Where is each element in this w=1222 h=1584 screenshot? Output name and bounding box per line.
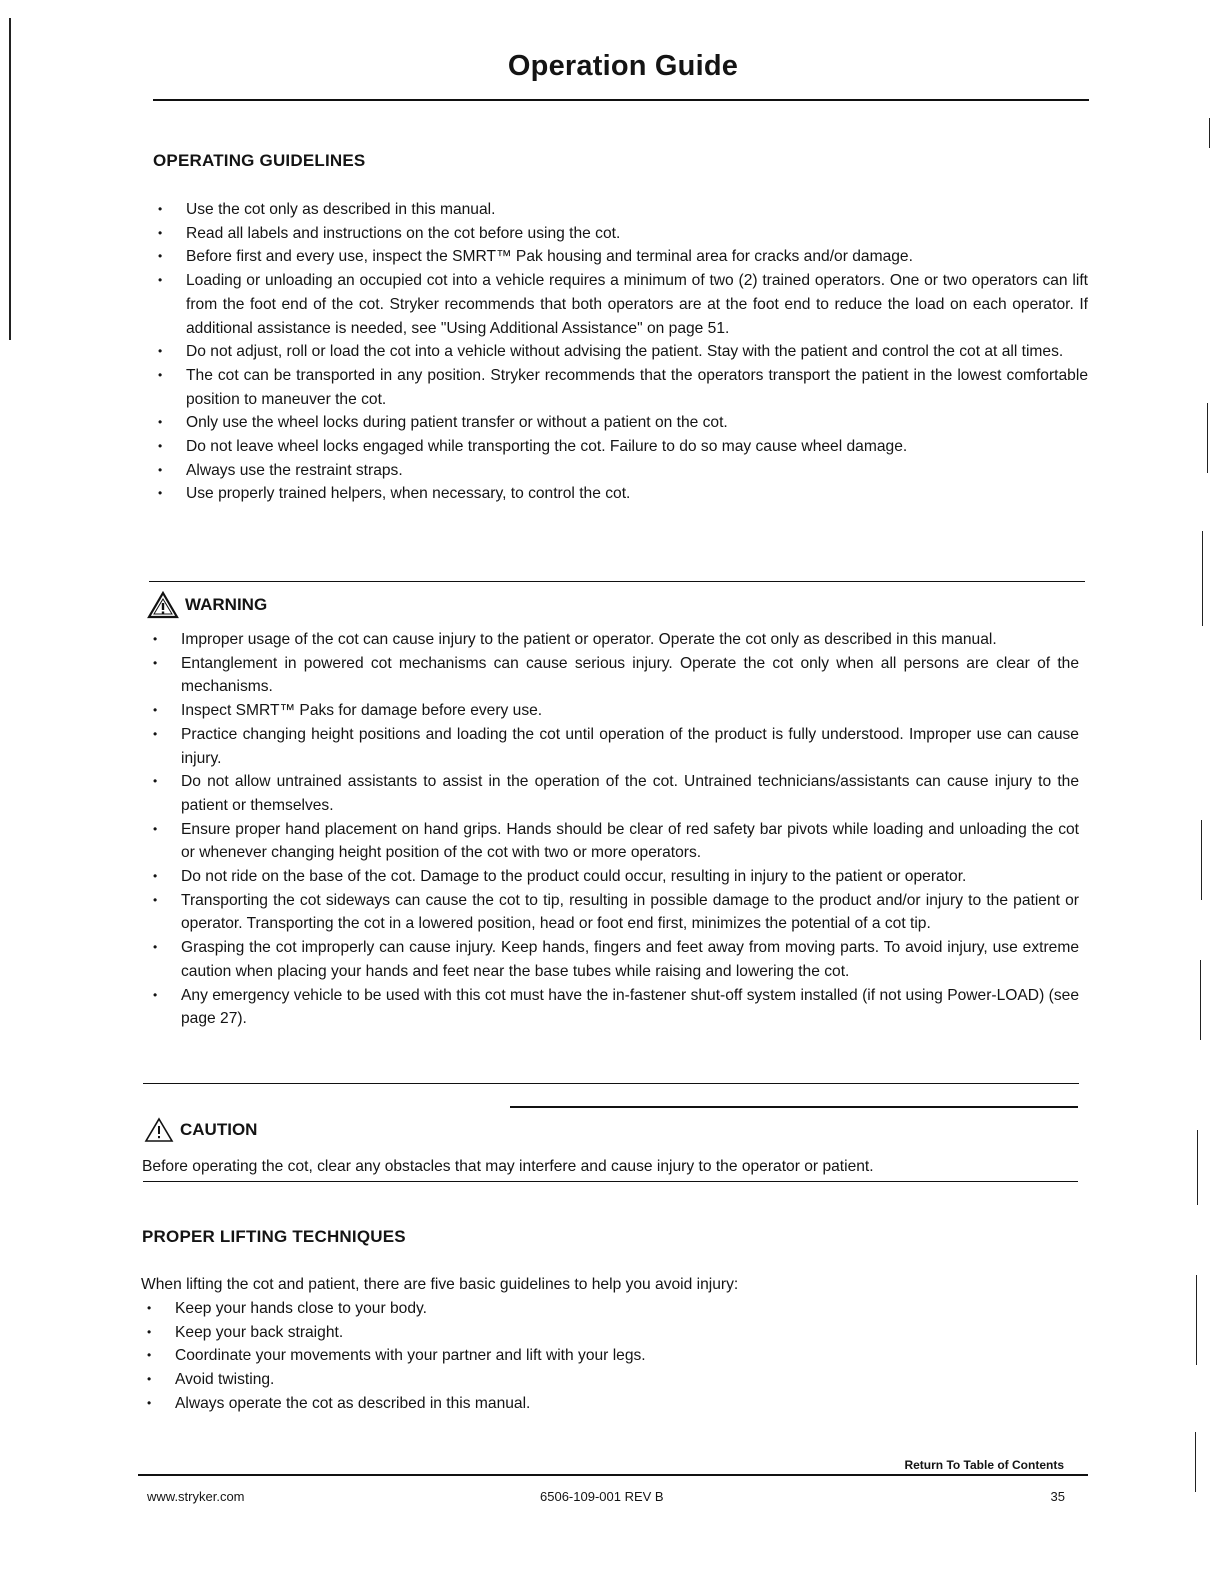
list-item: • The cot can be transported in any position. Stryker recommends that the operators transport the patient in the lowest comfortable position to maneuver the cot. <box>186 364 1088 411</box>
list-item: • Do not allow untrained assistants to assist in the operation of the cot. Untrained technicians/assistants can cause injury to the patient or themselves. <box>181 770 1079 817</box>
list-item: • Grasping the cot improperly can cause injury. Keep hands, fingers and feet away from moving parts. To avoid injury, use extreme caution when placing your hands and feet near the base tubes while raising and lowering the cot. <box>181 936 1079 983</box>
list-item: • Improper usage of the cot can cause injury to the patient or operator. Operate the cot only as described in this manual. <box>181 628 1079 652</box>
list-item: • Coordinate your movements with your partner and lift with your legs. <box>175 1344 1075 1368</box>
list-item: • Use the cot only as described in this manual. <box>186 198 1088 222</box>
list-item: • Do not adjust, roll or load the cot into a vehicle without advising the patient. Stay with the patient and control the cot at all times. <box>186 340 1088 364</box>
list-item: • Any emergency vehicle to be used with this cot must have the in-fastener shut-off system installed (if not using Power-LOAD) (see page 27). <box>181 984 1079 1031</box>
list-item: • Use properly trained helpers, when necessary, to control the cot. <box>186 482 1088 506</box>
warning-triangle-icon <box>147 591 179 619</box>
operating-guidelines-list <box>186 198 1088 506</box>
warning-list <box>181 628 1079 1031</box>
caution-text: Before operating the cot, clear any obstacles that may interfere and cause injury to the operator or patient. <box>142 1158 874 1175</box>
list-item: • Avoid twisting. <box>175 1368 1075 1392</box>
page-number: 35 <box>1050 1489 1065 1504</box>
operating-guidelines-heading: OPERATING GUIDELINES <box>153 151 366 170</box>
list-item: • Keep your back straight. <box>175 1321 1075 1345</box>
caution-title: CAUTION <box>180 1120 258 1139</box>
list-item: • Ensure proper hand placement on hand grips. Hands should be clear of red safety bar pivots while loading and unloading the cot or whenever changing height position of the cot with two or more operators. <box>181 818 1079 865</box>
list-item: • Inspect SMRT™ Paks for damage before every use. <box>181 699 1079 723</box>
scan-margin-line <box>1202 531 1203 626</box>
warning-title: WARNING <box>185 595 268 614</box>
list-item: • Loading or unloading an occupied cot into a vehicle requires a minimum of two (2) trained operators. One or two operators can lift from the foot end of the cot. Stryker recommends that both operators are at the foot end to reduce the load on each operator. If additional assistance is needed, see "Using Additional Assistance" on page 51. <box>186 269 1088 340</box>
list-item: • Read all labels and instructions on the cot before using the cot. <box>186 222 1088 246</box>
lifting-intro: When lifting the cot and patient, there are five basic guidelines to help you avoid injury: <box>141 1276 739 1293</box>
footer-website: www.stryker.com <box>147 1489 245 1504</box>
return-to-toc-link[interactable]: Return To Table of Contents <box>904 1458 1064 1472</box>
warning-heading <box>147 591 267 619</box>
scan-margin-line <box>1197 1130 1198 1205</box>
list-item: • Always use the restraint straps. <box>186 459 1088 483</box>
caution-top-divider <box>510 1106 1078 1108</box>
lifting-heading: PROPER LIFTING TECHNIQUES <box>142 1227 406 1246</box>
scan-margin-line <box>1196 1275 1197 1365</box>
lifting-list <box>175 1297 1075 1416</box>
footer-divider <box>138 1474 1088 1476</box>
list-item: • Always operate the cot as described in this manual. <box>175 1392 1075 1416</box>
page-title: Operation Guide <box>507 50 739 82</box>
list-item: • Do not leave wheel locks engaged while transporting the cot. Failure to do so may cause wheel damage. <box>186 435 1088 459</box>
scan-margin-line <box>1195 1432 1196 1492</box>
list-item: • Before first and every use, inspect the SMRT™ Pak housing and terminal area for cracks and/or damage. <box>186 245 1088 269</box>
scan-margin-line <box>1209 118 1210 148</box>
list-item: • Only use the wheel locks during patient transfer or without a patient on the cot. <box>186 411 1088 435</box>
footer-doc-number: 6506-109-001 REV B <box>540 1489 664 1504</box>
list-item: • Transporting the cot sideways can cause the cot to tip, resulting in possible damage to the product and/or injury to the patient or operator. Transporting the cot in a lowered position, head or foot end first, minimizes the potential of a cot tip. <box>181 889 1079 936</box>
list-item: • Do not ride on the base of the cot. Damage to the product could occur, resulting in injury to the patient or operator. <box>181 865 1079 889</box>
caution-heading <box>144 1117 257 1143</box>
caution-bottom-divider <box>143 1181 1078 1182</box>
warning-bottom-divider <box>143 1083 1079 1084</box>
title-divider <box>153 99 1089 101</box>
caution-triangle-icon <box>144 1117 174 1143</box>
scan-margin-line <box>1200 960 1201 1040</box>
scan-margin-line <box>1201 820 1202 900</box>
scan-margin-line <box>1207 403 1208 473</box>
list-item: • Entanglement in powered cot mechanisms can cause serious injury. Operate the cot only when all persons are clear of the mechanisms. <box>181 652 1079 699</box>
warning-top-divider <box>149 581 1085 582</box>
list-item: • Practice changing height positions and loading the cot until operation of the product is fully understood. Improper use can cause injury. <box>181 723 1079 770</box>
list-item: • Keep your hands close to your body. <box>175 1297 1075 1321</box>
